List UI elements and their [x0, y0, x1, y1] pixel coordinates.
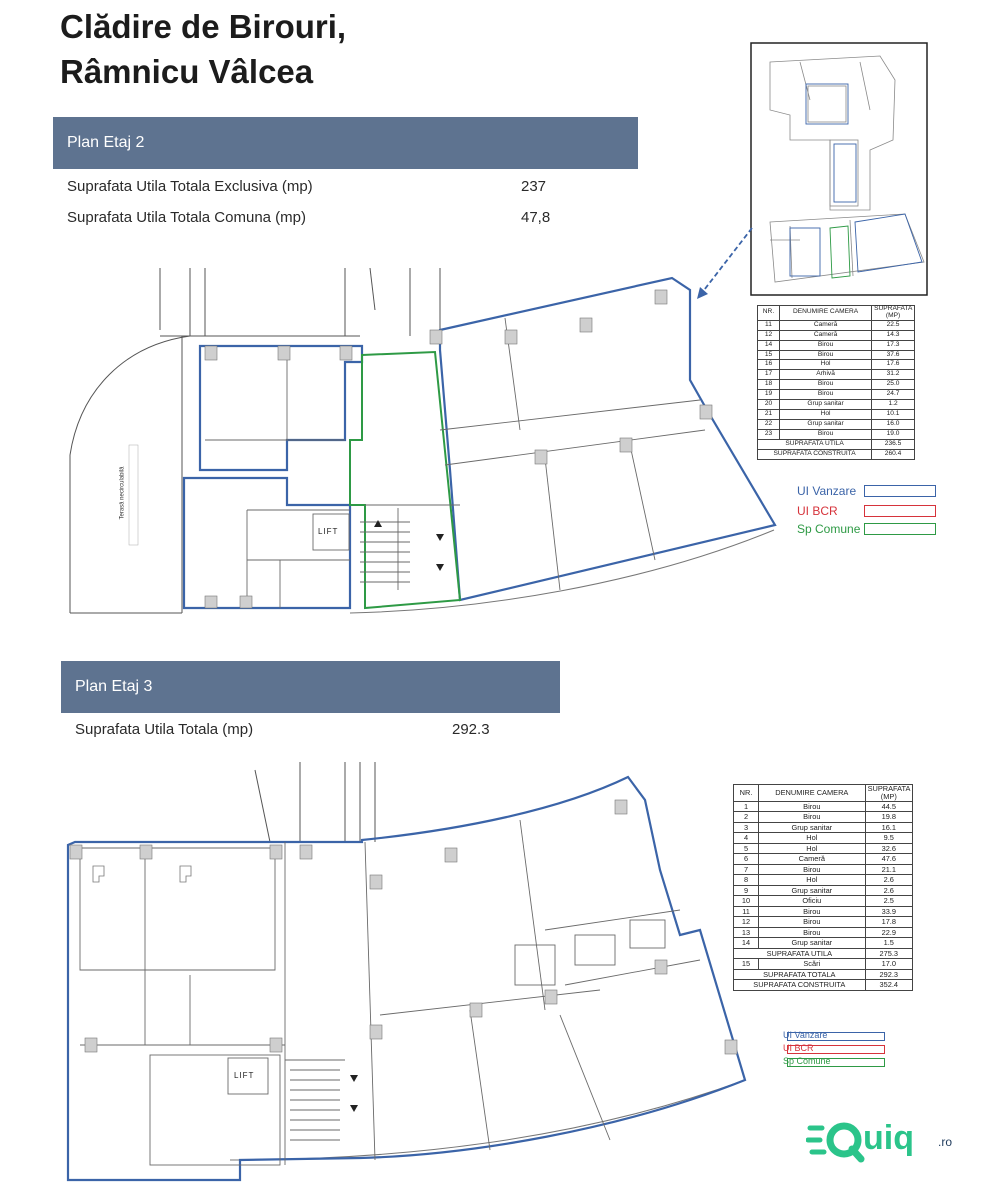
table-cell: 17.8 — [865, 917, 912, 928]
table-cell: 2.5 — [865, 896, 912, 907]
table-row — [758, 330, 915, 340]
table-cell: Grup sanitar — [759, 822, 866, 833]
table-cell: 21.1 — [865, 864, 912, 875]
table-row — [758, 340, 915, 350]
title-line-2: Râmnicu Vâlcea — [60, 53, 314, 90]
table-cell: Cameră — [779, 320, 871, 330]
table-cell: SUPRAFATA UTILA — [758, 439, 872, 449]
legend-label-sp-comune: Sp Comune — [783, 1056, 831, 1066]
table-row — [734, 917, 913, 928]
table-cell: 8 — [734, 875, 759, 886]
table-cell: 31.2 — [872, 370, 915, 380]
table-cell: 15 — [734, 959, 759, 970]
table-cell: 9 — [734, 885, 759, 896]
table-cell: 292.3 — [865, 969, 912, 980]
table-cell: 14 — [758, 340, 780, 350]
legend-swatch-vanzare — [787, 1032, 885, 1041]
quiq-logo-text: uiq — [863, 1119, 914, 1157]
table-cell: 25.0 — [872, 380, 915, 390]
legend-label-vanzare: UI Vanzare — [783, 1030, 828, 1040]
table-cell: 23 — [758, 429, 780, 439]
table-cell: Arhivă — [779, 370, 871, 380]
table-cell: SUPRAFATA UTILA — [734, 948, 866, 959]
table-cell: 44.5 — [865, 801, 912, 812]
title-line-1: Clădire de Birouri, — [60, 8, 347, 45]
table-cell: 4 — [734, 833, 759, 844]
table-cell: 1.5 — [865, 938, 912, 949]
table-cell: SUPRAFATA TOTALA — [734, 969, 866, 980]
table-cell: 2.6 — [865, 875, 912, 886]
quiq-logo — [806, 1113, 976, 1168]
col-nr: NR. — [758, 306, 780, 321]
table-row — [734, 885, 913, 896]
table-cell: 17.6 — [872, 360, 915, 370]
table-cell: 14 — [734, 938, 759, 949]
table-row — [758, 400, 915, 410]
table-cell: Birou — [759, 927, 866, 938]
table-cell: 32.6 — [865, 843, 912, 854]
page-title — [60, 4, 346, 94]
quiq-logo-mark — [806, 1113, 866, 1168]
table-cell: 10.1 — [872, 410, 915, 420]
plan-etaj-2-title: Plan Etaj 2 — [67, 134, 145, 151]
table-cell: 6 — [734, 854, 759, 865]
table-cell: 19 — [758, 390, 780, 400]
table-cell: 2 — [734, 812, 759, 823]
table-header-row — [758, 306, 915, 321]
table-cell: SUPRAFATA CONSTRUITA — [734, 980, 866, 991]
table-cell: 5 — [734, 843, 759, 854]
table-cell: 24.7 — [872, 390, 915, 400]
table-cell: 1 — [734, 801, 759, 812]
table-cell: Grup sanitar — [779, 400, 871, 410]
lift-label-etaj-2: LIFT — [318, 527, 339, 536]
table-cell: Birou — [759, 801, 866, 812]
legend-swatch-bcr — [864, 505, 936, 517]
table-row — [734, 864, 913, 875]
table-row — [734, 896, 913, 907]
table-cell: 10 — [734, 896, 759, 907]
table-cell: 37.6 — [872, 350, 915, 360]
table-row — [734, 822, 913, 833]
table-cell: 18 — [758, 380, 780, 390]
table-cell: Birou — [779, 350, 871, 360]
table-cell: Hol — [759, 833, 866, 844]
table-row — [758, 350, 915, 360]
table-cell: Hol — [779, 360, 871, 370]
table-cell: 16 — [758, 360, 780, 370]
legend-label-bcr: UI BCR — [797, 504, 838, 518]
table-row — [734, 875, 913, 886]
table-cell: Scări — [759, 959, 866, 970]
table-cell: 275.3 — [865, 948, 912, 959]
lift-label-etaj-3: LIFT — [234, 1071, 255, 1080]
table-cell: 16.0 — [872, 419, 915, 429]
table-total-row — [758, 449, 915, 459]
table-cell: 22 — [758, 419, 780, 429]
legend-swatch-vanzare — [864, 485, 936, 497]
etaj2-common-area-label: Suprafata Utila Totala Comuna (mp) — [67, 209, 307, 226]
table-row — [734, 801, 913, 812]
table-row — [734, 843, 913, 854]
table-cell: Birou — [779, 380, 871, 390]
etaj2-room-table — [757, 305, 915, 460]
etaj3-room-table — [733, 784, 913, 991]
table-cell: 1.2 — [872, 400, 915, 410]
col-denumire: DENUMIRE CAMERA — [779, 306, 871, 321]
table-row — [758, 429, 915, 439]
table-row — [734, 854, 913, 865]
table-cell: 13 — [734, 927, 759, 938]
table-cell: Grup sanitar — [759, 885, 866, 896]
etaj2-exclusive-area-value: 237 — [521, 178, 547, 195]
col-suprafata: SUPRAFATA (MP) — [865, 785, 912, 802]
table-cell: 20 — [758, 400, 780, 410]
table-cell: 352.4 — [865, 980, 912, 991]
col-denumire: DENUMIRE CAMERA — [759, 785, 866, 802]
table-cell: 17 — [758, 370, 780, 380]
table-total-row — [734, 969, 913, 980]
table-cell: Cameră — [759, 854, 866, 865]
table-row — [758, 390, 915, 400]
table-cell: Birou — [779, 340, 871, 350]
table-cell: 7 — [734, 864, 759, 875]
table-row — [734, 833, 913, 844]
table-row — [734, 938, 913, 949]
legend-label-sp-comune: Sp Comune — [797, 522, 861, 536]
table-row — [758, 419, 915, 429]
table-cell: 3 — [734, 822, 759, 833]
table-cell: 11 — [758, 320, 780, 330]
table-total-row — [734, 980, 913, 991]
table-cell: 33.9 — [865, 906, 912, 917]
legend-swatch-sp-comune — [864, 523, 936, 535]
table-cell: 16.1 — [865, 822, 912, 833]
table-cell: 15 — [758, 350, 780, 360]
table-cell: Hol — [779, 410, 871, 420]
table-cell: Grup sanitar — [779, 419, 871, 429]
table-cell: Cameră — [779, 330, 871, 340]
table-cell: Birou — [779, 429, 871, 439]
table-row — [734, 927, 913, 938]
table-row — [758, 410, 915, 420]
table-row — [734, 959, 913, 970]
table-row — [758, 360, 915, 370]
table-cell: 12 — [758, 330, 780, 340]
col-nr: NR. — [734, 785, 759, 802]
table-cell: Grup sanitar — [759, 938, 866, 949]
table-row — [734, 906, 913, 917]
table-cell: Oficiu — [759, 896, 866, 907]
col-suprafata: SUPRAFATA (MP) — [872, 306, 915, 321]
table-cell: 2.6 — [865, 885, 912, 896]
table-row — [758, 370, 915, 380]
legend-label-bcr: UI BCR — [783, 1043, 814, 1053]
table-row — [734, 812, 913, 823]
table-cell: Birou — [779, 390, 871, 400]
table-cell: Birou — [759, 906, 866, 917]
table-cell: 47.6 — [865, 854, 912, 865]
quiq-logo-suffix: .ro — [938, 1135, 953, 1149]
table-cell: Hol — [759, 875, 866, 886]
table-cell: 17.0 — [865, 959, 912, 970]
legend-label-vanzare: UI Vanzare — [797, 484, 857, 498]
table-row — [758, 380, 915, 390]
plan-etaj-2-header — [53, 117, 638, 169]
table-cell: 19.0 — [872, 429, 915, 439]
terrace-label: Terasă necirculabilă — [119, 466, 126, 520]
table-cell: Birou — [759, 812, 866, 823]
table-cell: 19.8 — [865, 812, 912, 823]
table-cell: 21 — [758, 410, 780, 420]
table-total-row — [734, 948, 913, 959]
table-total-row — [758, 439, 915, 449]
table-row — [758, 320, 915, 330]
plan-etaj-3-header — [61, 661, 560, 713]
table-cell: 22.5 — [872, 320, 915, 330]
table-cell: Hol — [759, 843, 866, 854]
table-cell: 236.5 — [872, 439, 915, 449]
table-cell: 14.3 — [872, 330, 915, 340]
legend-swatch-sp-comune — [787, 1058, 885, 1067]
plan-etaj-3-title: Plan Etaj 3 — [75, 678, 153, 695]
table-cell: Birou — [759, 864, 866, 875]
table-cell: Birou — [759, 917, 866, 928]
table-cell: 12 — [734, 917, 759, 928]
table-cell: 9.5 — [865, 833, 912, 844]
table-cell: 17.3 — [872, 340, 915, 350]
table-cell: 260.4 — [872, 449, 915, 459]
table-cell: 11 — [734, 906, 759, 917]
etaj3-total-area-value: 292.3 — [452, 721, 490, 738]
table-header-row — [734, 785, 913, 802]
etaj3-total-area-label: Suprafata Utila Totala (mp) — [75, 721, 254, 738]
table-cell: 22.9 — [865, 927, 912, 938]
table-cell: SUPRAFATA CONSTRUITA — [758, 449, 872, 459]
etaj2-common-area-value: 47,8 — [521, 209, 551, 226]
etaj2-exclusive-area-label: Suprafata Utila Totala Exclusiva (mp) — [67, 178, 313, 195]
legend-swatch-bcr — [787, 1045, 885, 1054]
